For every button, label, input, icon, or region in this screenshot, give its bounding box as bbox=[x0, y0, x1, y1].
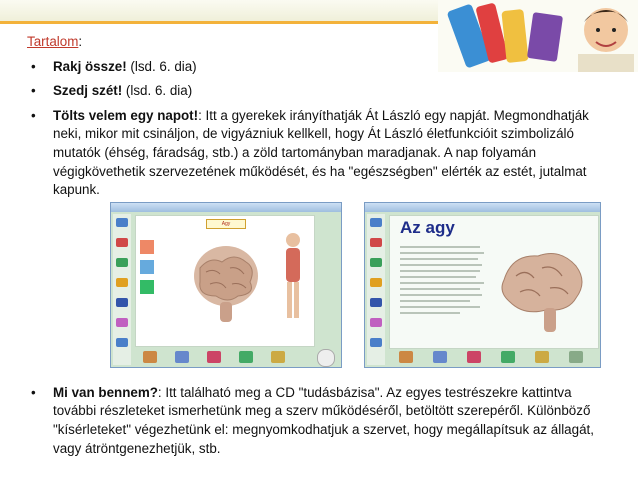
part-icon bbox=[140, 260, 154, 274]
app-screenshot-knowledge-base bbox=[364, 202, 601, 368]
bullet-text: (lsd. 6. dia) bbox=[122, 83, 193, 99]
toolbar-icon bbox=[207, 351, 221, 363]
brain-image bbox=[186, 238, 266, 326]
bullet-dot: • bbox=[31, 384, 36, 400]
panel-title: Az agy bbox=[400, 218, 455, 237]
app-window bbox=[364, 202, 601, 368]
bottom-toolbar bbox=[389, 349, 599, 365]
bullet-bold: Szedj szét! bbox=[53, 83, 123, 99]
sidebar-icon bbox=[116, 278, 128, 287]
part-icon bbox=[140, 280, 154, 294]
sidebar-icon bbox=[370, 258, 382, 267]
window-titlebar bbox=[365, 203, 600, 212]
text-line bbox=[400, 264, 482, 266]
sidebar-icon bbox=[116, 238, 128, 247]
app-sidebar bbox=[367, 214, 385, 365]
bullet-text: : Itt található meg a CD "tudásbázisa". Az egyes testrészekre kattintva további részleteket ismerhetünk meg a szerv működéséről, betöltött szerepéről. Különböző "kísérleteket" végezhetünk el: megnyomkodhatjuk a szervet, hogy megállapítsuk az állagát, vagy átröntgenezhetjük, stb. bbox=[53, 384, 594, 456]
bullet-dot: • bbox=[31, 83, 36, 99]
skull-icon bbox=[317, 349, 335, 367]
bullet-item bbox=[27, 107, 607, 200]
sidebar-icon bbox=[116, 318, 128, 327]
sidebar-icon bbox=[370, 338, 382, 347]
bullet-dot: • bbox=[31, 107, 36, 123]
info-panel bbox=[389, 215, 599, 349]
toolbar-icon bbox=[271, 351, 285, 363]
toolbar-icon bbox=[239, 351, 253, 363]
toolbar-icon bbox=[175, 351, 189, 363]
text-line bbox=[400, 270, 480, 272]
bullet-item bbox=[27, 384, 607, 458]
toolbar-icon bbox=[467, 351, 481, 363]
sidebar-icon bbox=[116, 258, 128, 267]
text-line bbox=[400, 252, 484, 254]
bullet-text: : Itt a gyerekek irányíthatják Át László egy napját. Megmondhatják neki, mikor mit csináljon, de vigyázniuk kellkell, hogy Át László életfunkcióit szimbolizáló mutatók (éhség, fáradság, stb.) a zöld tartományban maradjanak. A nap folyamán végigkövethetik szervezetének működését, és ha "egészségben" elérték az estét, jutalmat kapunk. bbox=[53, 107, 589, 198]
text-line bbox=[400, 276, 476, 278]
sidebar-icon bbox=[116, 298, 128, 307]
bullet-bold: Mi van bennem? bbox=[53, 384, 158, 400]
toolbar-icon bbox=[501, 351, 515, 363]
section-heading bbox=[27, 33, 607, 52]
app-screenshot-assemble bbox=[110, 202, 342, 368]
text-line bbox=[400, 282, 484, 284]
heading-keyword: Tartalom bbox=[27, 34, 79, 49]
bullet-bold: Tölts velem egy napot! bbox=[53, 107, 199, 123]
bullet-dot: • bbox=[31, 58, 36, 74]
sidebar-icon bbox=[370, 318, 382, 327]
text-line bbox=[400, 294, 482, 296]
text-line bbox=[400, 288, 480, 290]
text-line bbox=[400, 258, 478, 260]
brain-image bbox=[494, 240, 590, 336]
app-sidebar bbox=[113, 214, 131, 365]
app-window bbox=[110, 202, 342, 368]
part-icon bbox=[140, 240, 154, 254]
bullet-item bbox=[27, 82, 607, 101]
sidebar-icon bbox=[370, 218, 382, 227]
sidebar-icon bbox=[370, 278, 382, 287]
sidebar-icon bbox=[370, 298, 382, 307]
toolbar-icon bbox=[399, 351, 413, 363]
toolbar-icon bbox=[433, 351, 447, 363]
body-figure-icon bbox=[278, 230, 308, 330]
bullet-item bbox=[27, 58, 607, 77]
sidebar-icon bbox=[370, 238, 382, 247]
toolbar-icon bbox=[569, 351, 583, 363]
bullet-bold: Rakj össze! bbox=[53, 58, 127, 74]
bottom-toolbar bbox=[135, 349, 339, 365]
field-label: Agy bbox=[206, 219, 246, 229]
sidebar-icon bbox=[116, 338, 128, 347]
text-line bbox=[400, 312, 460, 314]
text-line bbox=[400, 306, 480, 308]
text-line bbox=[400, 246, 480, 248]
heading-suffix: : bbox=[78, 34, 83, 49]
text-line bbox=[400, 300, 470, 302]
work-panel bbox=[135, 215, 315, 347]
sidebar-icon bbox=[116, 218, 128, 227]
toolbar-icon bbox=[143, 351, 157, 363]
bullet-text: (lsd. 6. dia) bbox=[126, 58, 197, 74]
window-titlebar bbox=[111, 203, 341, 212]
toolbar-icon bbox=[535, 351, 549, 363]
